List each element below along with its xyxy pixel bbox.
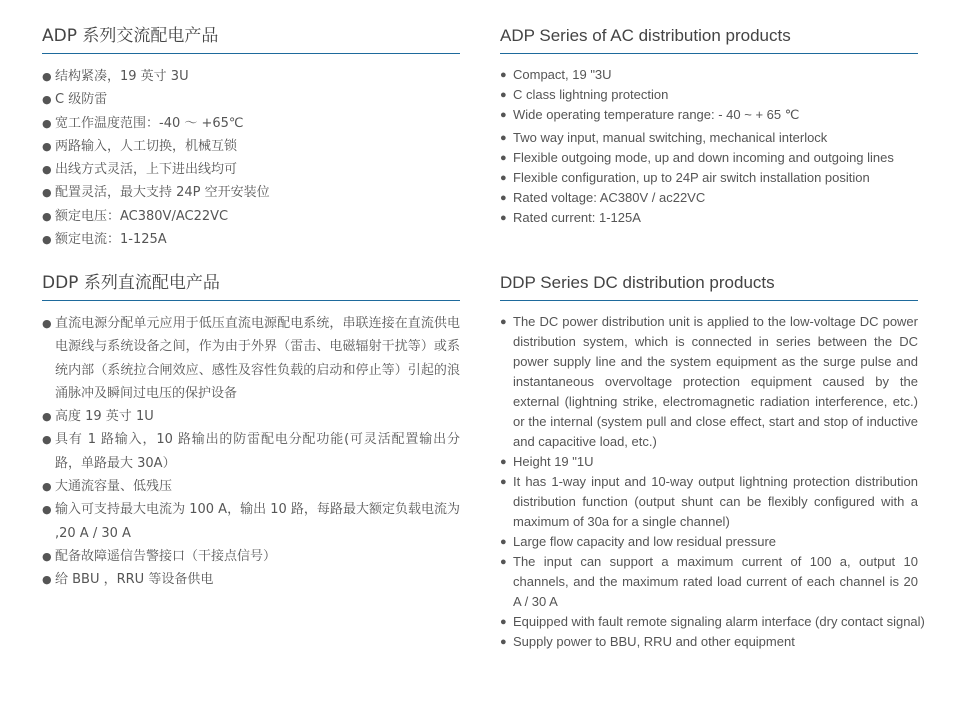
item-text: Flexible outgoing mode, up and down incoming and outgoing lines [513, 150, 894, 165]
list-item [500, 208, 918, 228]
list-item [42, 228, 460, 251]
list-item [42, 498, 460, 545]
bullet: ● [42, 573, 52, 587]
bullet: ● [500, 456, 507, 468]
bullet: ● [42, 317, 52, 330]
item-text: The DC power distribution unit is applied to the low-voltage DC power distribution system, which is connected in series between the DC power supply line and the system equipment as the surge pulse and instantaneous overvoltage protection equipment caused by the external (lightning strike, electromagnetic radiation interference, etc.) or the internal (system pull and close effect, start and stop of inductive and capacitive load, etc.) [513, 314, 918, 449]
item-text: 高度 19 英寸 1U [55, 409, 154, 425]
bullet: ● [500, 192, 507, 204]
bullet: ● [500, 109, 507, 121]
bullet: ● [500, 152, 507, 164]
list-item [42, 65, 460, 88]
list-item [500, 65, 918, 85]
list-item [500, 85, 918, 105]
item-text: Equipped with fault remote signaling alarm interface (dry contact signal) [513, 614, 925, 629]
list-item [500, 105, 918, 125]
list-item [42, 405, 460, 428]
adp-en-list [500, 65, 918, 228]
bullet: ● [500, 476, 507, 488]
item-text: Rated voltage: AC380V / ac22VC [513, 190, 706, 205]
item-text: 出线方式灵活，上下进出线均可 [55, 162, 238, 178]
item-text: Compact, 19 "3U [513, 67, 612, 82]
bullet: ● [500, 556, 507, 568]
list-item [500, 168, 918, 188]
list-item [42, 181, 460, 204]
list-item [42, 312, 460, 405]
item-text: 直流电源分配单元应用于低压直流电源配电系统，串联连接在直流供电电源线与系统设备之间，作为由于外界（雷击、电磁辐射干扰等）或系统内部（系统拉合闸效应、感性及容性负载的启动和停止等）引起的浪涌脉冲及瞬间过电压的保护设备 [55, 316, 460, 401]
bullet: ● [42, 549, 52, 563]
bullet: ● [500, 316, 507, 328]
bullet: ● [42, 410, 52, 424]
item-text: 宽工作温度范围：-40 ～ +65℃ [55, 115, 244, 131]
ddp-cn-title: DDP 系列直流配电产品 [42, 272, 460, 301]
list-item [500, 472, 918, 532]
item-text: Flexible configuration, up to 24P air switch installation position [513, 170, 870, 185]
list-item [42, 135, 460, 158]
item-text: C class lightning protection [513, 87, 669, 102]
adp-en-section [500, 25, 918, 228]
bullet: ● [500, 172, 507, 184]
list-item [500, 128, 918, 148]
item-text: 额定电压：AC380V/AC22VC [55, 208, 229, 224]
list-item [42, 205, 460, 228]
ddp-cn-section [42, 272, 460, 592]
list-item [42, 428, 460, 475]
bullet: ● [500, 69, 507, 81]
list-item [42, 88, 460, 111]
list-item [42, 545, 460, 568]
bullet: ● [42, 503, 52, 517]
item-text: The input can support a maximum current of 100 a, output 10 channels, and the maximum rated load current of each channel is 20 A / 30 A [513, 554, 918, 609]
item-text: Height 19 "1U [513, 454, 594, 469]
bullet: ● [42, 93, 52, 107]
bullet: ● [42, 186, 52, 200]
adp-cn-section [42, 25, 460, 251]
item-text: Supply power to BBU, RRU and other equipment [513, 634, 795, 649]
bullet: ● [500, 212, 507, 224]
bullet: ● [500, 536, 507, 548]
item-text: It has 1-way input and 10-way output lightning protection distribution distribution function (output shunt can be flexibly configured with a maximum of 30a for a single channel) [513, 474, 918, 529]
bullet: ● [500, 89, 507, 101]
list-item [500, 312, 918, 452]
item-text: 输入可支持最大电流为 100 A，输出 10 路，每路最大额定负载电流为 ,20 A / 30 A [55, 502, 460, 541]
bullet: ● [42, 139, 52, 153]
bullet: ● [500, 636, 507, 648]
list-item [42, 158, 460, 181]
list-item [500, 552, 918, 612]
bullet: ● [42, 233, 52, 247]
bullet: ● [42, 70, 52, 83]
bullet: ● [42, 480, 52, 494]
bullet: ● [42, 163, 52, 177]
list-item [42, 475, 460, 498]
item-text: Rated current: 1-125A [513, 210, 641, 225]
list-item [42, 568, 460, 591]
item-text: 给 BBU ，RRU 等设备供电 [55, 572, 214, 588]
adp-en-title: ADP Series of AC distribution products [500, 25, 918, 54]
item-text: 结构紧凑，19 英寸 3U [55, 69, 189, 84]
item-text: 具有 1 路输入，10 路输出的防雷配电分配功能(可灵活配置输出分路，单路最大 30A） [55, 432, 460, 471]
ddp-en-title: DDP Series DC distribution products [500, 272, 918, 301]
ddp-en-section [500, 272, 925, 652]
item-text: 配备故障遥信告警接口（干接点信号） [55, 548, 277, 564]
ddp-en-list [500, 312, 925, 652]
list-item [500, 612, 925, 632]
list-item [500, 632, 918, 652]
item-text: 两路输入，人工切换，机械互锁 [55, 138, 238, 154]
item-text: Two way input, manual switching, mechanical interlock [513, 130, 828, 145]
bullet: ● [500, 132, 507, 144]
list-item [500, 188, 918, 208]
list-item [500, 452, 918, 472]
ddp-cn-list [42, 312, 460, 592]
bullet: ● [500, 616, 507, 628]
item-text: 额定电流：1-125A [55, 232, 167, 248]
bullet: ● [42, 433, 52, 447]
bullet: ● [42, 209, 52, 223]
item-text: 大通流容量、低残压 [55, 479, 173, 495]
list-item [500, 148, 918, 168]
item-text: 配置灵活，最大支持 24P 空开安装位 [55, 185, 270, 201]
item-text: C 级防雷 [55, 92, 108, 108]
adp-cn-list [42, 65, 460, 251]
adp-cn-title: ADP 系列交流配电产品 [42, 25, 460, 54]
list-item [500, 532, 918, 552]
item-text: Wide operating temperature range: - 40 ~ + 65 ℃ [513, 107, 800, 122]
bullet: ● [42, 116, 52, 130]
item-text: Large flow capacity and low residual pressure [513, 534, 777, 549]
list-item [42, 112, 460, 135]
